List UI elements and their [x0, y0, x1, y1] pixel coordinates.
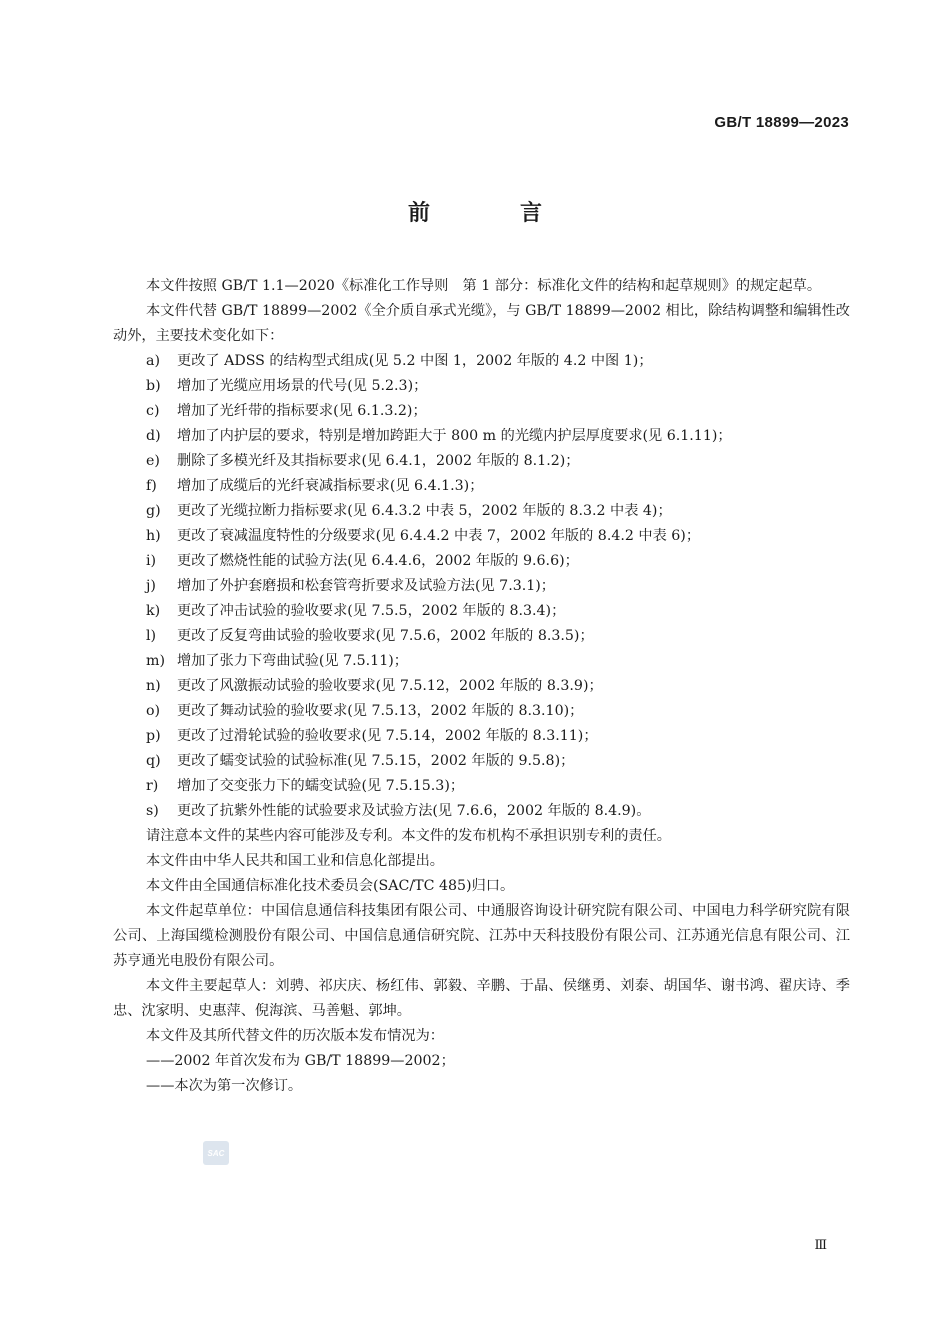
- list-item-text: 增加了内护层的要求，特别是增加跨距大于 800 m 的光缆内护层厚度要求(见 6.1.11)；: [177, 428, 732, 444]
- list-item-text: 更改了舞动试验的验收要求(见 7.5.13，2002 年版的 8.3.10)；: [177, 703, 584, 719]
- list-item: [113, 799, 850, 824]
- list-item: [113, 374, 850, 399]
- list-item-text: 更改了过滑轮试验的验收要求(见 7.5.14，2002 年版的 8.3.11)；: [177, 728, 598, 744]
- list-item-text: 更改了反复弯曲试验的验收要求(见 7.5.6，2002 年版的 8.3.5)；: [177, 628, 594, 644]
- list-item-text: 更改了燃烧性能的试验方法(见 6.4.4.6，2002 年版的 9.6.6)；: [177, 553, 579, 569]
- list-item-text: 更改了衰减温度特性的分级要求(见 6.4.4.2 中表 7，2002 年版的 8.4.2 中表 6)；: [177, 528, 701, 544]
- list-item: [113, 749, 850, 774]
- standard-code: GB/T 18899—2023: [714, 114, 849, 131]
- paragraph-version-history: 本文件及其所代替文件的历次版本发布情况为：: [146, 1028, 444, 1044]
- list-item: [113, 449, 850, 474]
- list-marker: f): [146, 478, 157, 494]
- list-marker: d): [146, 428, 161, 444]
- list-item: [113, 399, 850, 424]
- paragraph-proposer: 本文件由中华人民共和国工业和信息化部提出。: [146, 853, 444, 869]
- list-item-text: 增加了交变张力下的蠕变试验(见 7.5.15.3)；: [177, 778, 465, 794]
- list-marker: g): [146, 503, 161, 519]
- list-marker: q): [146, 753, 161, 769]
- list-item: [113, 574, 850, 599]
- list-marker: k): [146, 603, 161, 619]
- list-marker: r): [146, 778, 159, 794]
- list-item: [113, 724, 850, 749]
- list-item-text: 更改了抗紫外性能的试验要求及试验方法(见 7.6.6，2002 年版的 8.4.9)。: [177, 803, 651, 819]
- list-item-text: 更改了 ADSS 的结构型式组成(见 5.2 中图 1，2002 年版的 4.2 中图 1)；: [177, 353, 653, 369]
- list-item: [113, 649, 850, 674]
- list-item: [113, 499, 850, 524]
- list-item-text: 增加了成缆后的光纤衰减指标要求(见 6.4.1.3)；: [177, 478, 484, 494]
- list-item-text: 增加了张力下弯曲试验(见 7.5.11)；: [177, 653, 408, 669]
- list-item: [113, 549, 850, 574]
- list-item-text: 更改了蠕变试验的试验标准(见 7.5.15，2002 年版的 9.5.8)；: [177, 753, 575, 769]
- list-item: [113, 674, 850, 699]
- list-marker: e): [146, 453, 160, 469]
- document-body: [113, 274, 850, 1099]
- list-item-text: 增加了光纤带的指标要求(见 6.1.3.2)；: [177, 403, 427, 419]
- list-item-text: 更改了光缆拉断力指标要求(见 6.4.3.2 中表 5，2002 年版的 8.3.2 中表 4)；: [177, 503, 672, 519]
- list-marker: s): [146, 803, 159, 819]
- history-item: ——2002 年首次发布为 GB/T 18899—2002；: [146, 1053, 455, 1069]
- history-item: ——本次为第一次修订。: [146, 1078, 303, 1094]
- list-marker: m): [146, 653, 165, 669]
- list-item-text: 增加了光缆应用场景的代号(见 5.2.3)；: [177, 378, 428, 394]
- list-item: [113, 524, 850, 549]
- page-number: Ⅲ: [814, 1238, 827, 1253]
- list-marker: i): [146, 553, 157, 569]
- list-marker: n): [146, 678, 161, 694]
- paragraph-drafters: 本文件主要起草人：刘骋、祁庆庆、杨红伟、郭毅、辛鹏、于晶、侯继勇、刘泰、胡国华、谢书鸿、翟庆诗、季忠、沈家明、史惠萍、倪海滨、马善魁、郭坤。: [113, 978, 850, 1019]
- list-item-text: 删除了多模光纤及其指标要求(见 6.4.1，2002 年版的 8.1.2)；: [177, 453, 580, 469]
- paragraph-patent-notice: 请注意本文件的某些内容可能涉及专利。本文件的发布机构不承担识别专利的责任。: [146, 828, 671, 844]
- paragraph-replacement: 本文件代替 GB/T 18899—2002《全介质自承式光缆》，与 GB/T 18899—2002 相比，除结构调整和编辑性改动外，主要技术变化如下：: [113, 303, 850, 344]
- list-item-text: 增加了外护套磨损和松套管弯折要求及试验方法(见 7.3.1)；: [177, 578, 555, 594]
- list-item-text: 更改了冲击试验的验收要求(见 7.5.5，2002 年版的 8.3.4)；: [177, 603, 566, 619]
- list-marker: c): [146, 403, 160, 419]
- list-item-text: 更改了风激振动试验的验收要求(见 7.5.12，2002 年版的 8.3.9)；: [177, 678, 603, 694]
- list-item: [113, 349, 850, 374]
- list-marker: j): [146, 578, 156, 594]
- list-marker: o): [146, 703, 161, 719]
- page-title: 前 言: [407, 201, 576, 226]
- list-item: [113, 474, 850, 499]
- list-item: [113, 624, 850, 649]
- list-item: [113, 599, 850, 624]
- changes-list: [113, 349, 850, 824]
- list-marker: b): [146, 378, 161, 394]
- list-marker: l): [146, 628, 157, 644]
- paragraph-basis: 本文件按照 GB/T 1.1—2020《标准化工作导则 第 1 部分：标准化文件的结构和起草规则》的规定起草。: [146, 278, 822, 294]
- list-item: [113, 699, 850, 724]
- list-marker: h): [146, 528, 161, 544]
- paragraph-committee: 本文件由全国通信标准化技术委员会(SAC/TC 485)归口。: [146, 878, 515, 894]
- list-item: [113, 774, 850, 799]
- list-marker: p): [146, 728, 161, 744]
- paragraph-drafting-units: 本文件起草单位：中国信息通信科技集团有限公司、中通服咨询设计研究院有限公司、中国电力科学研究院有限公司、上海国缆检测股份有限公司、中国信息通信研究院、江苏中天科技股份有限公司、江苏通光信息有限公司、江苏亨通光电股份有限公司。: [113, 903, 850, 969]
- list-item: [113, 424, 850, 449]
- list-marker: a): [146, 353, 160, 369]
- sac-watermark-logo: SAC: [203, 1141, 229, 1165]
